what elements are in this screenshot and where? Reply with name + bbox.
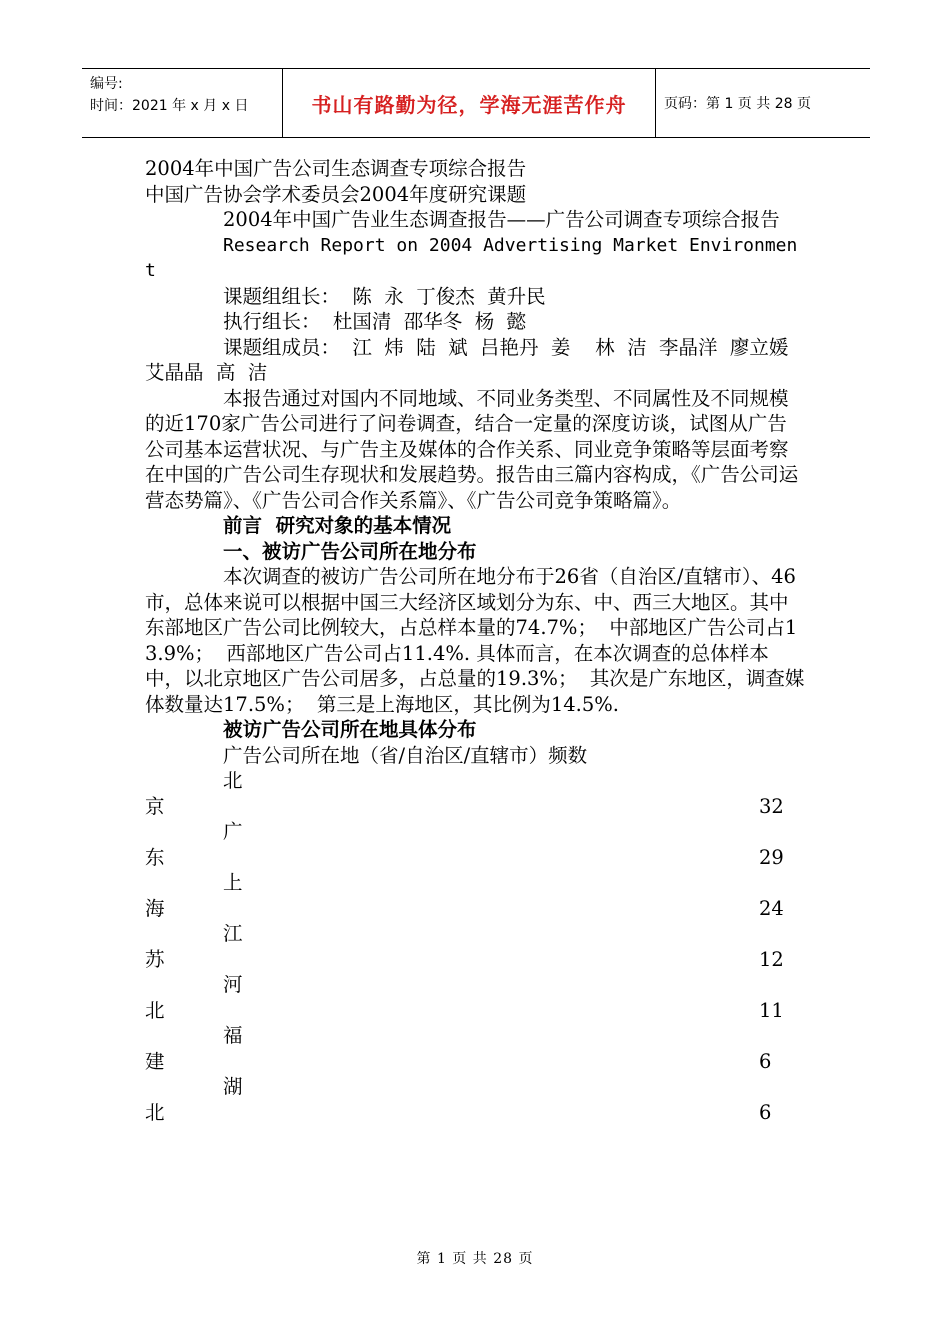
english-title: Research Report on 2004 Advertising Market Environment (145, 234, 798, 281)
region-char-2: 建 (145, 1049, 165, 1073)
page-header (82, 68, 870, 138)
report-title: 2004年中国广告业生态调查报告——广告公司调查专项综合报告 (223, 208, 780, 231)
frequency: 6 (759, 1049, 772, 1073)
region-char-1: 北 (223, 769, 243, 792)
region-char-1: 广 (223, 820, 243, 843)
table-row (145, 768, 805, 819)
region-char-2: 北 (145, 998, 165, 1022)
table-row (145, 921, 805, 972)
doc-title: 2004年中国广告公司生态调查专项综合报告 (145, 157, 527, 180)
distribution-table (145, 768, 805, 1125)
region-char-1: 江 (223, 922, 243, 945)
header-motto (282, 69, 656, 137)
region-char-1: 福 (223, 1024, 243, 1047)
section-body: 本次调查的被访广告公司所在地分布于26省（自治区/直辖市）、46市，总体来说可以根据中国三大经济区域划分为东、中、西三大地区。其中东部地区广告公司比例较大，占总样本量的74.7%； 中部地区广告公司占13.9%； 西部地区广告公司占11.4%. 具体而言，在本次调查的总体样本中，以北京地区广告公司居多，占总量的19.3%； 其次是广东地区，调查媒体数量达17.5%； 第三是上海地区，其比例为14.5%. (145, 565, 805, 716)
motto-text: 书山有路勤为径，学海无涯苦作舟 (311, 92, 627, 117)
section-heading: 一、被访广告公司所在地分布 (223, 539, 477, 563)
table-header: 广告公司所在地（省/自治区/直辖市）频数 (223, 743, 588, 767)
region-char-1: 河 (223, 973, 243, 996)
table-row (145, 1023, 805, 1074)
frequency: 12 (759, 947, 784, 971)
exec-leaders: 执行组长： 杜国清 邵华冬 杨 懿 (223, 310, 527, 333)
region-char-2: 北 (145, 1100, 165, 1124)
table-heading: 被访广告公司所在地具体分布 (223, 718, 477, 741)
document-body (145, 156, 805, 1125)
table-row (145, 819, 805, 870)
header-meta (82, 69, 282, 137)
intro-paragraph: 本报告通过对国内不同地域、不同业务类型、不同属性及不同规模的近170家广告公司进行了问卷调查，结合一定量的深度访谈，试图从广告公司基本运营状况、与广告主及媒体的合作关系、同业竞争策略等层面考察在中国的广告公司生存现状和发展趋势。报告由三篇内容构成，《广告公司运营态势篇》、《广告公司合作关系篇》、《广告公司竞争策略篇》。 (145, 386, 799, 512)
preface-heading: 前言 研究对象的基本情况 (223, 514, 452, 537)
header-page-info: 页码：第 1 页 共 28 页 (664, 96, 811, 112)
region-char-2: 海 (145, 896, 165, 920)
table-row (145, 870, 805, 921)
region-char-2: 京 (145, 794, 165, 818)
team-members: 课题组成员： 江 炜 陆 斌 吕艳丹 姜 林 洁 李晶洋 廖立媛 艾晶晶 高 洁 (145, 335, 801, 384)
frequency: 6 (759, 1100, 772, 1124)
region-char-1: 湖 (223, 1075, 243, 1098)
region-char-2: 东 (145, 845, 165, 869)
region-char-1: 上 (223, 871, 243, 894)
table-row (145, 1074, 805, 1125)
frequency: 11 (759, 998, 784, 1022)
frequency: 29 (759, 845, 784, 869)
table-row (145, 972, 805, 1023)
frequency: 32 (759, 794, 784, 818)
region-char-2: 苏 (145, 947, 165, 971)
doc-subtitle: 中国广告协会学术委员会2004年度研究课题 (145, 182, 527, 206)
team-leaders: 课题组组长： 陈 永 丁俊杰 黄升民 (223, 284, 546, 308)
frequency: 24 (759, 896, 784, 920)
page-footer: 第 1 页 共 28 页 (416, 1251, 534, 1267)
doc-number-label: 编号: (90, 76, 123, 92)
doc-date: 时间：2021 年 x 月 x 日 (90, 98, 249, 114)
